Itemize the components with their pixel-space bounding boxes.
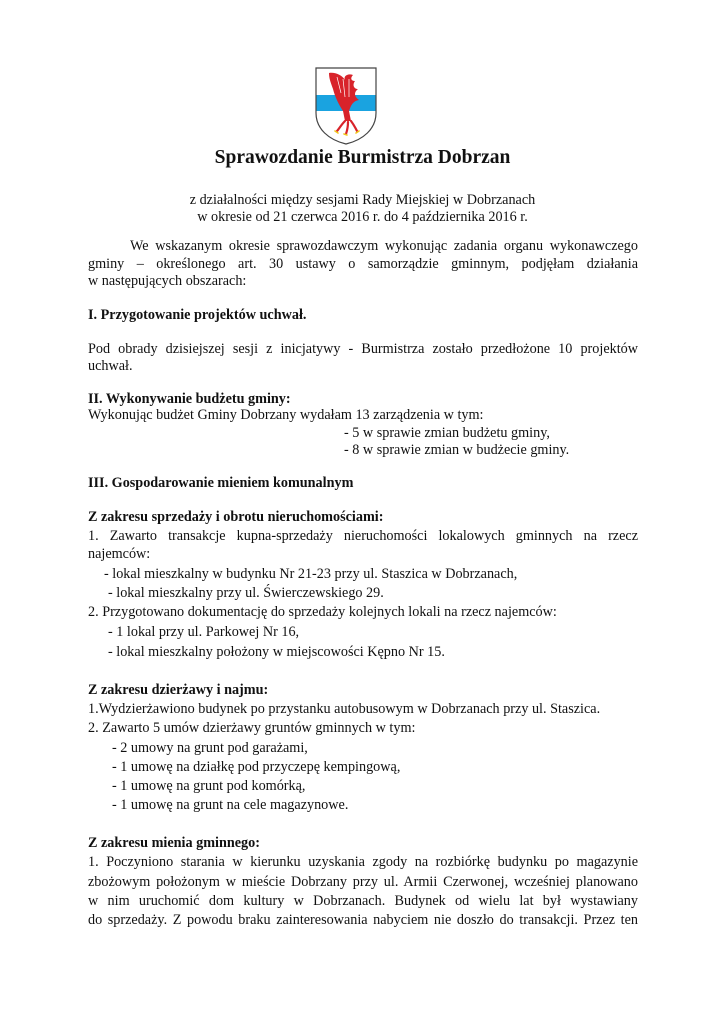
list-item: - 1 umowę na grunt na cele magazynowe. bbox=[112, 797, 349, 813]
list-item: - 2 umowy na grunt pod garażami, bbox=[112, 740, 308, 756]
paragraph-line: zbożowym położonym w mieście Dobrzany przy ul. Armii Czerwonej, wcześniej planowano bbox=[88, 874, 638, 890]
paragraph-line: Pod obrady dzisiejszej sesji z inicjatywy - Burmistrza zostało przedłożone 10 projektów bbox=[88, 341, 638, 357]
section-heading: I. Przygotowanie projektów uchwał. bbox=[88, 307, 307, 323]
subtitle-line: z działalności między sesjami Rady Miejskiej w Dobrzanach bbox=[189, 192, 536, 208]
paragraph-line: Wykonując budżet Gminy Dobrzany wydałam 13 zarządzenia w tym: bbox=[88, 407, 484, 423]
section-heading: III. Gospodarowanie mieniem komunalnym bbox=[88, 475, 354, 491]
list-item: - 5 w sprawie zmian budżetu gminy, bbox=[344, 425, 550, 441]
paragraph-line: uchwał. bbox=[88, 358, 133, 374]
paragraph-line: 1.Wydzierżawiono budynek po przystanku autobusowym w Dobrzanach przy ul. Staszica. bbox=[88, 701, 601, 717]
list-item: - 1 umowę na działkę pod przyczepę kempingową, bbox=[112, 759, 401, 775]
paragraph-line: 1. Poczyniono starania w kierunku uzyskania zgody na rozbiórkę budynku po magazynie bbox=[88, 854, 638, 870]
intro-line: w następujących obszarach: bbox=[88, 273, 247, 289]
paragraph-line: w nim uruchomić dom kultury w Dobrzanach. Budynek od wielu lat był wystawiany bbox=[88, 893, 638, 909]
paragraph-line: 2. Przygotowano dokumentację do sprzedaży kolejnych lokali na rzecz najemców: bbox=[88, 604, 557, 620]
document-title: Sprawozdanie Burmistrza Dobrzan bbox=[214, 147, 511, 168]
paragraph-line: 1. Zawarto transakcje kupna-sprzedaży nieruchomości lokalowych gminnych na rzecz bbox=[88, 528, 638, 544]
list-item: - 1 umowę na grunt pod komórką, bbox=[112, 778, 306, 794]
section-heading: II. Wykonywanie budżetu gminy: bbox=[88, 391, 291, 407]
subsection-heading: Z zakresu dzierżawy i najmu: bbox=[88, 682, 269, 698]
subsection-heading: Z zakresu mienia gminnego: bbox=[88, 835, 260, 851]
intro-line: We wskazanym okresie sprawozdawczym wykonując zadania organu wykonawczego bbox=[130, 238, 638, 254]
subtitle-line: w okresie od 21 czerwca 2016 r. do 4 października 2016 r. bbox=[197, 209, 528, 225]
paragraph-line: najemców: bbox=[88, 546, 151, 562]
paragraph-line: do sprzedaży. Z powodu braku zainteresowania nabyciem nie doszło do transakcji. Przez ten bbox=[88, 912, 638, 928]
list-item: - lokal mieszkalny położony w miejscowości Kępno Nr 15. bbox=[108, 644, 445, 660]
subsection-heading: Z zakresu sprzedaży i obrotu nieruchomościami: bbox=[88, 509, 384, 525]
list-item: - lokal mieszkalny w budynku Nr 21-23 przy ul. Staszica w Dobrzanach, bbox=[104, 566, 518, 582]
list-item: - 8 w sprawie zmian w budżecie gminy. bbox=[344, 442, 570, 458]
intro-line: gminy – określonego art. 30 ustawy o samorządzie gminnym, podjęłam działania bbox=[88, 256, 638, 272]
list-item: - 1 lokal przy ul. Parkowej Nr 16, bbox=[108, 624, 300, 640]
coat-of-arms-icon bbox=[315, 67, 377, 145]
paragraph-line: 2. Zawarto 5 umów dzierżawy gruntów gminnych w tym: bbox=[88, 720, 416, 736]
list-item: - lokal mieszkalny przy ul. Świerczewskiego 29. bbox=[108, 585, 384, 601]
